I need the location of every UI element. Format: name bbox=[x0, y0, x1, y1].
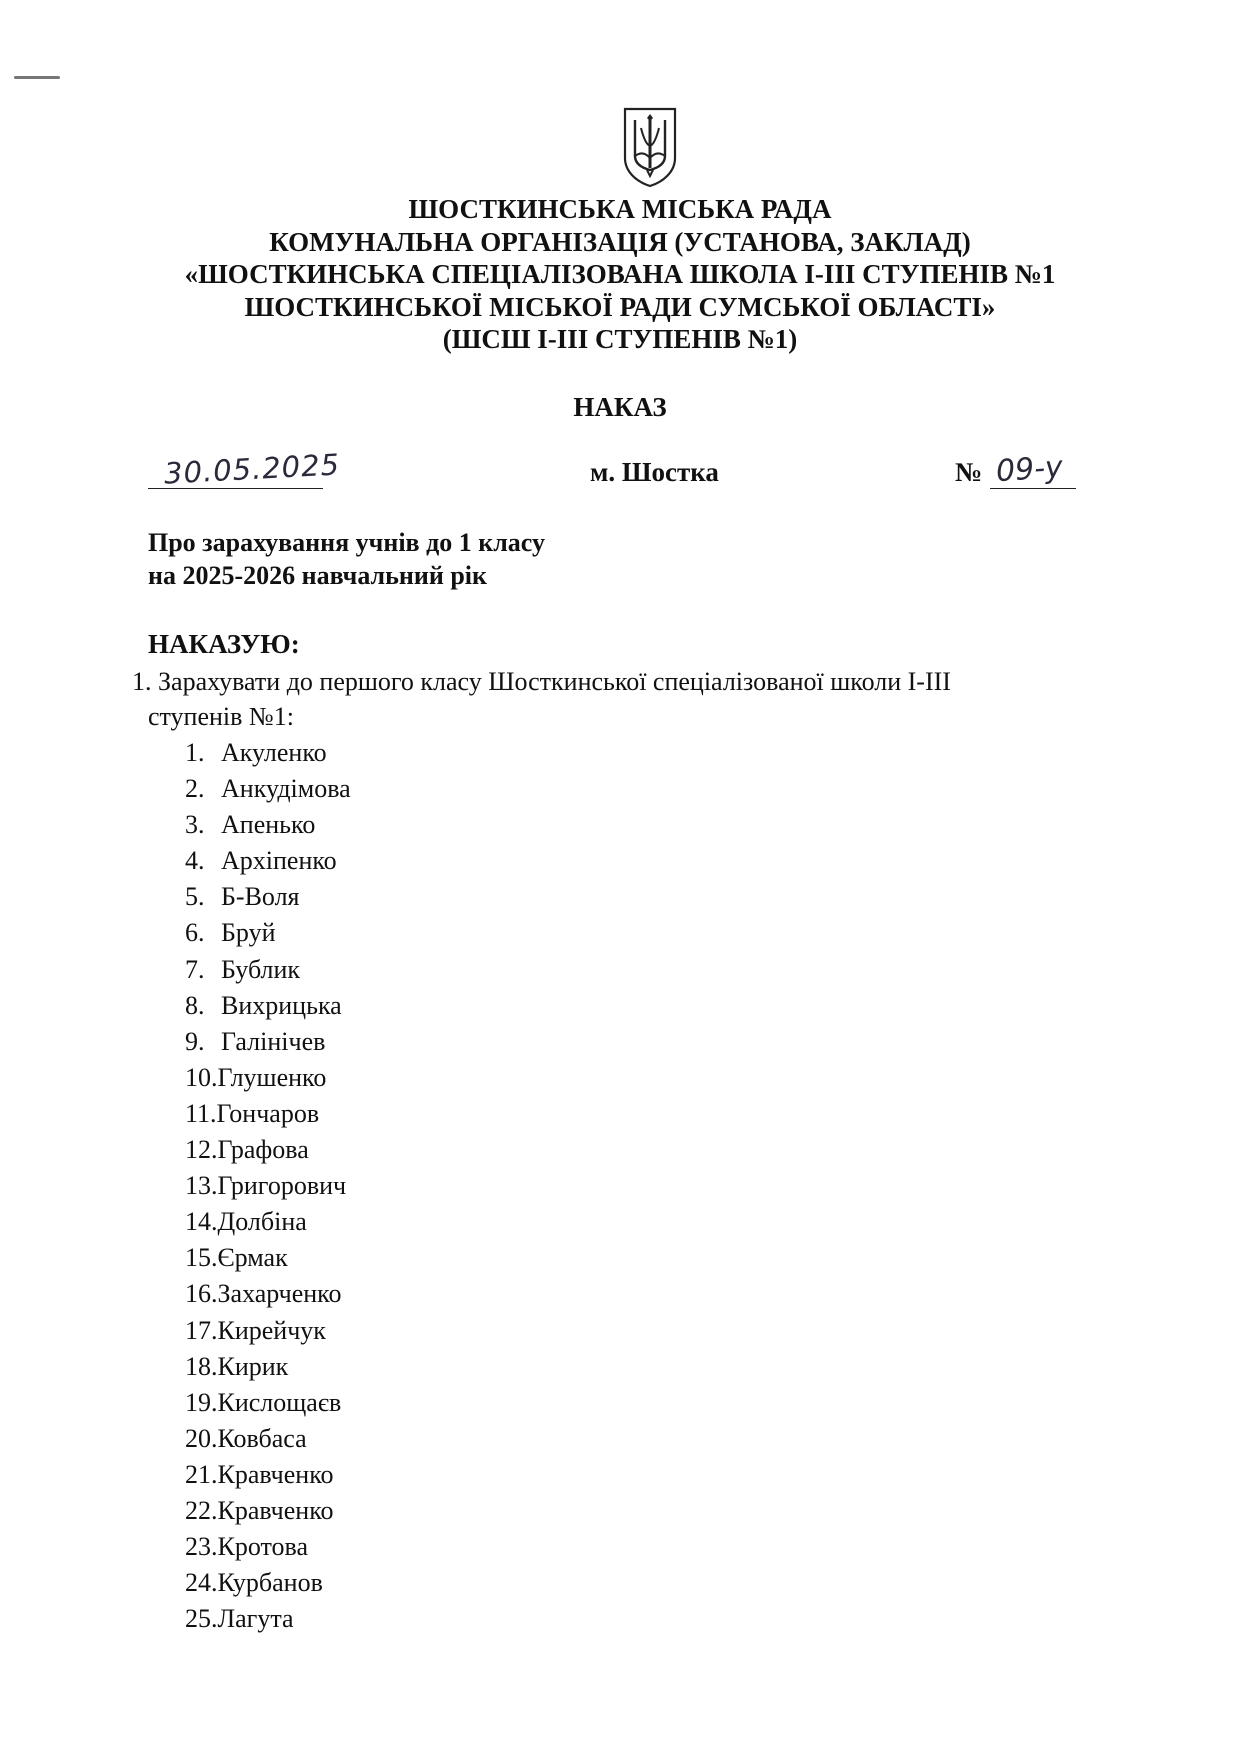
student-list-item bbox=[185, 952, 351, 988]
order-item-1 bbox=[132, 664, 1132, 734]
student-number: 25. bbox=[185, 1604, 218, 1634]
student-name: Бруй bbox=[221, 918, 276, 948]
student-list-item bbox=[185, 771, 351, 807]
student-number: 7. bbox=[185, 954, 205, 984]
student-number: 19. bbox=[185, 1387, 218, 1417]
student-number: 12. bbox=[185, 1135, 218, 1165]
item-1-line-1: 1. Зарахувати до першого класу Шосткинської спеціалізованої школи І-ІІІ bbox=[132, 667, 951, 696]
student-name: Кравченко bbox=[217, 1459, 334, 1489]
student-number: 1. bbox=[185, 738, 205, 767]
student-name: Вихрицька bbox=[221, 990, 342, 1020]
student-name: Кравченко bbox=[217, 1495, 334, 1525]
handwritten-date: 30.05.2025 bbox=[163, 447, 341, 491]
student-number: 2. bbox=[185, 774, 205, 804]
order-directive-heading: НАКАЗУЮ: bbox=[148, 629, 300, 659]
student-number: 22. bbox=[185, 1495, 218, 1525]
student-list-item bbox=[185, 1132, 351, 1168]
student-number: 24. bbox=[185, 1568, 218, 1598]
student-list-item bbox=[185, 879, 351, 915]
student-number: 20. bbox=[185, 1423, 218, 1453]
number-sign: № bbox=[955, 457, 983, 487]
student-name: Графова bbox=[217, 1135, 309, 1165]
scan-artifact-mark bbox=[14, 76, 60, 79]
student-name: Гончаров bbox=[216, 1098, 320, 1128]
student-number: 16. bbox=[185, 1279, 218, 1309]
student-list-item bbox=[185, 1276, 351, 1312]
order-subject bbox=[148, 526, 545, 592]
header-line-1: ШОСТКИНСЬКА МІСЬКА РАДА bbox=[408, 194, 832, 224]
student-list-item bbox=[185, 1385, 351, 1421]
student-list bbox=[185, 735, 351, 1637]
student-number: 23. bbox=[185, 1532, 218, 1562]
student-list-item bbox=[185, 807, 351, 843]
student-list-item bbox=[185, 915, 351, 951]
student-number: 9. bbox=[185, 1026, 205, 1056]
student-name: Захарченко bbox=[217, 1279, 342, 1309]
student-list-item bbox=[185, 1457, 351, 1493]
student-list-item bbox=[185, 1096, 351, 1132]
student-name: Галінічев bbox=[221, 1026, 326, 1056]
student-list-item bbox=[185, 735, 351, 771]
student-name: Долбіна bbox=[217, 1207, 307, 1237]
student-list-item bbox=[185, 1349, 351, 1385]
student-name: Бублик bbox=[221, 954, 301, 984]
student-list-item bbox=[185, 1493, 351, 1529]
student-name: Кирейчук bbox=[217, 1315, 326, 1345]
number-underline bbox=[990, 488, 1076, 489]
student-list-item bbox=[185, 1240, 351, 1276]
subject-line-1: Про зарахування учнів до 1 класу bbox=[148, 528, 545, 557]
order-title: НАКАЗ bbox=[573, 392, 667, 422]
student-list-item bbox=[185, 1601, 351, 1637]
student-name: Лагута bbox=[217, 1604, 294, 1634]
institution-header bbox=[0, 193, 1240, 356]
student-number: 3. bbox=[185, 810, 205, 840]
student-list-item bbox=[185, 1168, 351, 1204]
student-number: 4. bbox=[185, 846, 205, 876]
student-number: 18. bbox=[185, 1351, 218, 1381]
city-label: м. Шостка bbox=[590, 457, 719, 487]
student-name: Апенько bbox=[221, 810, 316, 840]
header-line-2: КОМУНАЛЬНА ОРГАНІЗАЦІЯ (УСТАНОВА, ЗАКЛАД) bbox=[269, 226, 971, 257]
student-name: Анкудімова bbox=[221, 774, 351, 804]
student-number: 21. bbox=[185, 1459, 218, 1489]
student-list-item bbox=[185, 1024, 351, 1060]
handwritten-order-number: 09-у bbox=[994, 449, 1064, 490]
student-list-item bbox=[185, 1565, 351, 1601]
student-list-item bbox=[185, 1529, 351, 1565]
student-name: Ковбаса bbox=[217, 1423, 307, 1453]
header-line-4: ШОСТКИНСЬКОЇ МІСЬКОЇ РАДИ СУМСЬКОЇ ОБЛАСТІ» bbox=[244, 291, 996, 322]
student-name: Кирик bbox=[217, 1351, 289, 1381]
student-list-item bbox=[185, 843, 351, 879]
student-number: 8. bbox=[185, 990, 205, 1020]
student-number: 15. bbox=[185, 1243, 218, 1273]
student-name: Кислощаєв bbox=[217, 1387, 342, 1417]
student-name: Григорович bbox=[217, 1171, 347, 1201]
date-underline bbox=[148, 488, 323, 489]
student-list-item bbox=[185, 1060, 351, 1096]
item-1-line-2: ступенів №1: bbox=[148, 702, 294, 731]
student-number: 14. bbox=[185, 1207, 218, 1237]
subject-line-2: на 2025-2026 навчальний рік bbox=[148, 561, 488, 590]
student-number: 13. bbox=[185, 1171, 218, 1201]
header-line-5: (ШСШ І-ІІІ СТУПЕНІВ №1) bbox=[442, 324, 798, 354]
student-name: Акуленко bbox=[221, 738, 327, 767]
student-number: 6. bbox=[185, 918, 205, 948]
ukraine-coat-of-arms-icon bbox=[621, 106, 679, 188]
student-name: Кротова bbox=[217, 1532, 308, 1562]
student-name: Архіпенко bbox=[221, 846, 337, 876]
student-name: Єрмак bbox=[217, 1243, 288, 1273]
student-number: 5. bbox=[185, 882, 205, 912]
student-list-item bbox=[185, 1313, 351, 1349]
student-number: 11. bbox=[185, 1098, 217, 1128]
student-list-item bbox=[185, 988, 351, 1024]
student-name: Б-Воля bbox=[221, 882, 300, 912]
student-name: Курбанов bbox=[217, 1568, 323, 1598]
student-name: Глушенко bbox=[217, 1062, 327, 1092]
student-number: 17. bbox=[185, 1315, 218, 1345]
student-list-item bbox=[185, 1204, 351, 1240]
header-line-3: «ШОСТКИНСЬКА СПЕЦІАЛІЗОВАНА ШКОЛА І-ІІІ СТУПЕНІВ №1 bbox=[184, 259, 1056, 289]
student-list-item bbox=[185, 1421, 351, 1457]
student-number: 10. bbox=[185, 1062, 218, 1092]
